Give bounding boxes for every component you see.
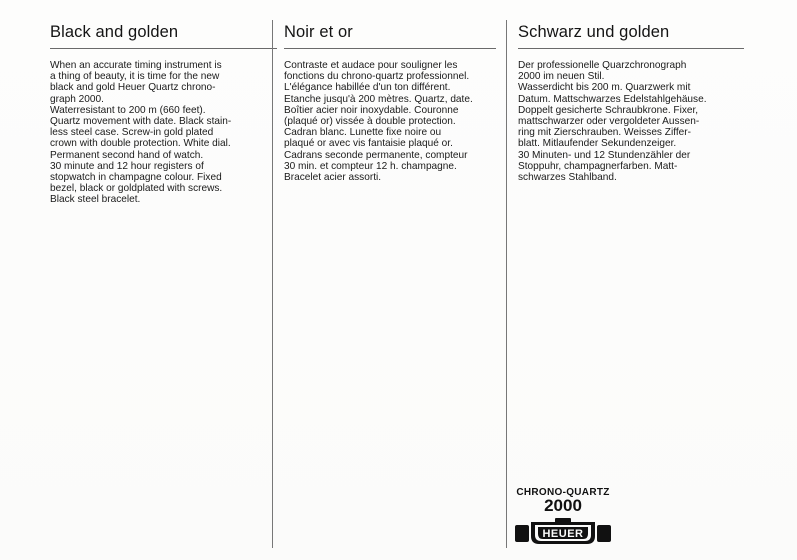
text-line: less steel case. Screw-in gold plated xyxy=(50,127,214,139)
text-line: Stoppuhr, champagnerfarben. Matt- xyxy=(518,160,678,172)
body-text-french xyxy=(284,60,496,183)
text-line: stopwatch in champagne colour. Fixed xyxy=(50,172,222,184)
text-line: Contraste et audace pour souligner les xyxy=(284,60,458,71)
heading-german: Schwarz und golden xyxy=(518,23,670,41)
text-line: 30 minute and 12 hour registers of xyxy=(50,160,204,172)
column-divider xyxy=(506,20,507,548)
text-line: 30 min. et compteur 12 h. champagne. xyxy=(284,160,457,172)
text-line: Der professionelle Quarzchronograph xyxy=(518,60,687,71)
logo-model-number: 2000 xyxy=(544,496,582,515)
text-line: 30 Minuten- und 12 Stundenzähler der xyxy=(518,149,691,161)
text-line: blatt. Mitlaufender Sekundenzeiger. xyxy=(518,138,677,150)
heading-rule-english xyxy=(50,48,277,49)
text-line: Waterresistant to 200 m (660 feet). xyxy=(50,104,206,116)
text-line: bezel, black or goldplated with screws. xyxy=(50,183,223,195)
heading-rule-german xyxy=(518,48,744,49)
heading-rule-french xyxy=(284,48,496,49)
text-line: graph 2000. xyxy=(50,93,104,105)
text-line: Boîtier acier noir inoxydable. Couronne xyxy=(284,104,459,116)
text-line: Cadrans seconde permanente, compteur xyxy=(284,149,468,161)
text-line: 2000 im neuen Stil. xyxy=(518,71,605,83)
body-text-english xyxy=(50,60,265,206)
body-text-german xyxy=(518,60,730,183)
text-line: Etanche jusqu'à 200 mètres. Quartz, date. xyxy=(284,93,473,105)
heading-english: Black and golden xyxy=(50,23,179,41)
text-line: crown with double protection. White dial. xyxy=(50,138,231,150)
text-line: a thing of beauty, it is time for the new xyxy=(50,71,220,83)
text-line: When an accurate timing instrument is xyxy=(50,60,222,71)
text-line: Permanent second hand of watch. xyxy=(50,149,204,161)
logo-brand-text: HEUER xyxy=(542,528,584,540)
text-line: fonctions du chrono-quartz professionnel. xyxy=(284,71,470,83)
text-line: schwarzes Stahlband. xyxy=(518,172,617,184)
text-line: mattschwarzer oder vergoldeter Aussen- xyxy=(518,116,700,128)
heading-french: Noir et or xyxy=(284,23,353,41)
column-german xyxy=(518,20,730,183)
text-line: black and gold Heuer Quartz chrono- xyxy=(50,82,216,94)
column-french xyxy=(284,20,496,183)
text-line: Datum. Mattschwarzes Edelstahlgehäuse. xyxy=(518,93,707,105)
text-line: Quartz movement with date. Black stain- xyxy=(50,116,232,128)
text-line: plaqué or avec vis fantaisie plaqué or. xyxy=(284,138,453,150)
text-line: (plaqué or) vissée à double protection. xyxy=(284,116,456,128)
column-divider xyxy=(272,20,273,548)
text-line: Wasserdicht bis 200 m. Quarzwerk mit xyxy=(518,82,691,94)
text-line: Bracelet acier assorti. xyxy=(284,172,382,184)
text-line: Cadran blanc. Lunette fixe noire ou xyxy=(284,127,442,139)
logo-product-line: CHRONO-QUARTZ xyxy=(516,487,610,498)
text-line: ring mit Zierschrauben. Weisses Ziffer- xyxy=(518,127,691,139)
heuer-shield-icon xyxy=(511,516,615,546)
chrono-quartz-logo xyxy=(509,487,617,549)
text-line: Black steel bracelet. xyxy=(50,194,141,206)
text-line: L'élégance habillée d'un ton différent. xyxy=(284,82,451,94)
column-english xyxy=(50,20,265,206)
text-line: Doppelt gesicherte Schraubkrone. Fixer, xyxy=(518,104,699,116)
